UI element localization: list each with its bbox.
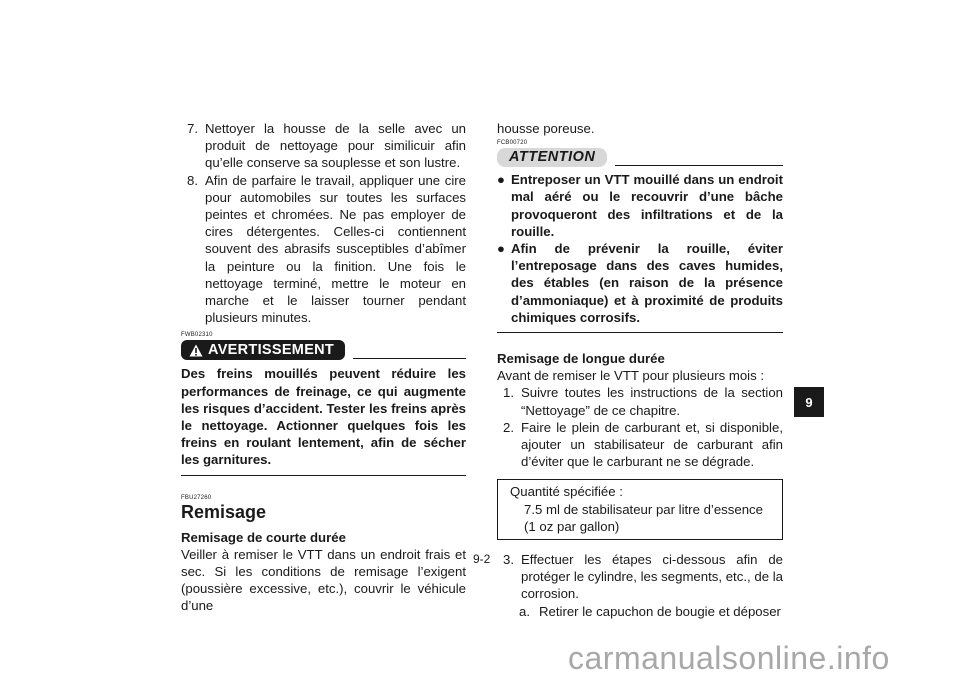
- numbered-item: [181, 120, 466, 172]
- subsection-title: Remisage de longue durée: [497, 351, 665, 367]
- page-number: 9-2: [473, 552, 491, 566]
- bullet-text: Afin de prévenir la rouille, éviter l’entreposage dans des caves humides, des étables (en raison de la présence d’ammoniaque) et à proximité de produits chimiques corrosifs.: [511, 241, 783, 325]
- numbered-item: [181, 172, 466, 327]
- sub-item: [497, 603, 783, 620]
- warning-text: Des freins mouillés peuvent réduire les performances de freinage, ce qui augmente les risques d’accident. Tester les freins après le nettoyage. Actionner quelques fois les freins en roulant lentement, afin de sécher les garnitures.: [181, 366, 466, 468]
- bullet-text: Entreposer un VTT mouillé dans un endroit mal aéré ou le recouvrir d’une bâche provoqueront des infiltrations et de la rouille.: [511, 172, 783, 239]
- bullet-item: [497, 240, 783, 326]
- watermark: carmanualsonline.info: [568, 640, 890, 676]
- item-text: Faire le plein de carburant et, si disponible, ajouter un stabilisateur de carburant afin d’éviter que le carburant ne se dégrade.: [521, 419, 783, 470]
- bullet-dot-icon: ●: [497, 172, 505, 188]
- continuation-text: housse poreuse.: [497, 121, 595, 136]
- section-code: FBU27260: [181, 494, 212, 501]
- section-text: Veiller à remiser le VTT dans un endroit frais et sec. Si les conditions de remisage l’exigent (poussière excessive, etc.), couvrir le véhicule d’une: [181, 546, 466, 614]
- numbered-item: [497, 384, 783, 418]
- attention-header: [497, 148, 783, 167]
- warning-label: AVERTISSEMENT: [208, 341, 335, 358]
- bullet-dot-icon: ●: [497, 241, 505, 257]
- item-text: Afin de parfaire le travail, appliquer une cire pour automobiles sur toutes les surfaces peintes et chromées. Ne pas employer de cires détergentes. Celles-ci contiennent souvent des abrasifs susceptibles d’abîmer la peinture ou la finition. Une fois le nettoyage terminé, mettre le moteur en marche et le laisser tourner pendant plusieurs minutes.: [205, 172, 466, 326]
- sub-item-letter: a.: [519, 603, 530, 619]
- attention-bullets: [497, 171, 783, 326]
- spec-box: [497, 479, 783, 540]
- subsection-title: Remisage de courte durée: [181, 529, 346, 545]
- warning-header: [181, 340, 466, 360]
- item-number: 3.: [503, 552, 514, 568]
- item-text: Nettoyer la housse de la selle avec un produit de nettoyage pour similicuir afin qu’elle conserve sa souplesse et son lustre.: [205, 121, 466, 171]
- spec-label: Quantité spécifiée :: [510, 484, 623, 500]
- spec-value-alt: (1 oz par gallon): [524, 518, 620, 534]
- intro-text: Avant de remiser le VTT pour plusieurs mois :: [497, 368, 765, 384]
- warning-code: FWB02310: [181, 332, 213, 339]
- item-number: 8.: [187, 172, 198, 188]
- item-number: 1.: [503, 385, 514, 401]
- attention-badge: ATTENTION: [497, 148, 607, 167]
- section-title: Remisage: [181, 501, 267, 522]
- sub-item-text: Retirer le capuchon de bougie et déposer: [539, 603, 781, 619]
- attention-end-rule: [497, 332, 783, 333]
- chapter-tab: 9: [794, 387, 824, 417]
- attention-rule: [615, 165, 783, 166]
- warning-badge: [181, 340, 345, 360]
- warning-rule: [353, 358, 466, 359]
- bullet-item: [497, 171, 783, 240]
- item-number: 7.: [187, 121, 198, 136]
- numbered-item: [497, 419, 783, 471]
- spec-value: 7.5 ml de stabilisateur par litre d’essence: [524, 501, 763, 517]
- numbered-item: [497, 551, 783, 603]
- item-text: Suivre toutes les instructions de la section “Nettoyage” de ce chapitre.: [521, 385, 783, 418]
- attention-code: FCB00720: [497, 140, 528, 147]
- item-number: 2.: [503, 419, 514, 435]
- left-column: [181, 120, 466, 615]
- warning-triangle-icon: [189, 344, 203, 357]
- right-column: [497, 120, 783, 620]
- warning-end-rule: [181, 475, 466, 476]
- item-text: Effectuer les étapes ci-dessous afin de protéger le cylindre, les segments, etc., de la corrosion.: [521, 552, 783, 602]
